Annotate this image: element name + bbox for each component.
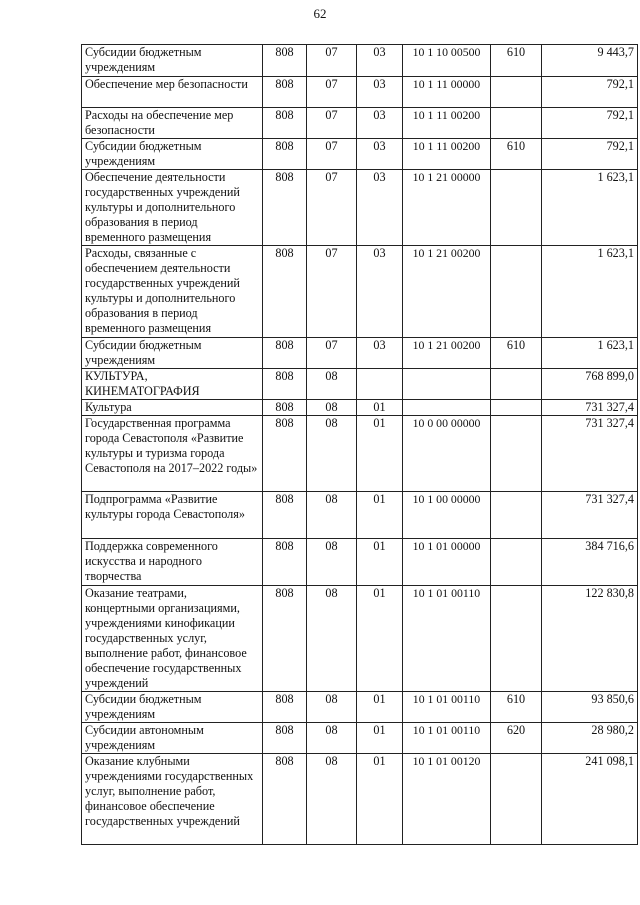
row-pr-cell: 01 [357, 723, 403, 754]
row-rz-cell: 08 [307, 400, 357, 416]
row-name-cell: Обеспечение деятельности государственных учреждений культуры и дополнительного образования в период временного размещения [82, 170, 263, 246]
row-csr-cell: 10 1 01 00110 [403, 586, 491, 692]
row-sum-cell: 1 623,1 [542, 246, 638, 338]
table-row [82, 400, 638, 416]
row-vr-cell [491, 492, 542, 539]
row-name-cell: Субсидии бюджетным учреждениям [82, 45, 263, 77]
row-pr-cell: 01 [357, 754, 403, 845]
row-pr-cell: 01 [357, 692, 403, 723]
row-sum-cell: 122 830,8 [542, 586, 638, 692]
row-pr-cell: 01 [357, 539, 403, 586]
row-name-cell: Государственная программа города Севастополя «Развитие культуры и туризма города Севастополя на 2017–2022 годы» [82, 416, 263, 492]
row-ved-cell: 808 [263, 754, 307, 845]
row-ved-cell: 808 [263, 400, 307, 416]
row-vr-cell: 610 [491, 692, 542, 723]
row-csr-cell: 10 1 21 00000 [403, 170, 491, 246]
row-pr-cell: 01 [357, 586, 403, 692]
row-rz-cell: 08 [307, 416, 357, 492]
table-row [82, 45, 638, 77]
row-pr-cell: 01 [357, 416, 403, 492]
page-number: 62 [313, 6, 327, 21]
table-row [82, 492, 638, 539]
table-row [82, 723, 638, 754]
row-ved-cell: 808 [263, 77, 307, 108]
table-row [82, 539, 638, 586]
row-csr-cell: 10 1 01 00110 [403, 723, 491, 754]
table-row [82, 77, 638, 108]
row-pr-cell: 01 [357, 400, 403, 416]
row-csr-cell [403, 369, 491, 400]
row-rz-cell: 08 [307, 723, 357, 754]
row-vr-cell [491, 77, 542, 108]
row-name-cell: Субсидии бюджетным учреждениям [82, 139, 263, 170]
table-row [82, 246, 638, 338]
row-sum-cell: 241 098,1 [542, 754, 638, 845]
row-rz-cell: 07 [307, 139, 357, 170]
row-pr-cell: 03 [357, 77, 403, 108]
row-sum-cell: 792,1 [542, 139, 638, 170]
row-ved-cell: 808 [263, 45, 307, 77]
row-sum-cell: 731 327,4 [542, 416, 638, 492]
row-vr-cell: 610 [491, 338, 542, 369]
row-vr-cell [491, 246, 542, 338]
row-name-cell: КУЛЬТУРА, КИНЕМАТОГРАФИЯ [82, 369, 263, 400]
row-vr-cell [491, 539, 542, 586]
row-ved-cell: 808 [263, 586, 307, 692]
row-vr-cell [491, 416, 542, 492]
row-ved-cell: 808 [263, 170, 307, 246]
row-sum-cell: 731 327,4 [542, 492, 638, 539]
table-row [82, 338, 638, 369]
row-pr-cell: 03 [357, 338, 403, 369]
row-ved-cell: 808 [263, 723, 307, 754]
row-ved-cell: 808 [263, 369, 307, 400]
row-ved-cell: 808 [263, 692, 307, 723]
row-sum-cell: 1 623,1 [542, 338, 638, 369]
row-rz-cell: 08 [307, 492, 357, 539]
row-ved-cell: 808 [263, 492, 307, 539]
row-rz-cell: 08 [307, 754, 357, 845]
row-pr-cell: 03 [357, 45, 403, 77]
row-sum-cell: 28 980,2 [542, 723, 638, 754]
table-row [82, 369, 638, 400]
row-pr-cell: 03 [357, 108, 403, 139]
row-csr-cell: 10 1 10 00500 [403, 45, 491, 77]
row-rz-cell: 07 [307, 246, 357, 338]
row-name-cell: Расходы, связанные с обеспечением деятельности государственных учреждений культуры и дополнительного образования в период временного размещения [82, 246, 263, 338]
row-ved-cell: 808 [263, 246, 307, 338]
row-ved-cell: 808 [263, 539, 307, 586]
row-name-cell: Субсидии бюджетным учреждениям [82, 338, 263, 369]
row-name-cell: Обеспечение мер безопасности [82, 77, 263, 108]
row-sum-cell: 768 899,0 [542, 369, 638, 400]
table-row [82, 586, 638, 692]
table-row [82, 108, 638, 139]
table-row [82, 754, 638, 845]
table-row [82, 416, 638, 492]
row-ved-cell: 808 [263, 139, 307, 170]
table-row [82, 692, 638, 723]
row-csr-cell: 10 1 01 00110 [403, 692, 491, 723]
table-row [82, 139, 638, 170]
row-rz-cell: 08 [307, 692, 357, 723]
row-name-cell: Субсидии бюджетным учреждениям [82, 692, 263, 723]
row-csr-cell [403, 400, 491, 416]
row-rz-cell: 07 [307, 45, 357, 77]
row-sum-cell: 384 716,6 [542, 539, 638, 586]
row-name-cell: Оказание клубными учреждениями государственных услуг, выполнение работ, финансовое обеспечение государственных учреждений [82, 754, 263, 845]
row-rz-cell: 07 [307, 77, 357, 108]
row-vr-cell [491, 400, 542, 416]
row-csr-cell: 10 1 11 00000 [403, 77, 491, 108]
row-vr-cell [491, 369, 542, 400]
row-name-cell: Поддержка современного искусства и народного творчества [82, 539, 263, 586]
table-row [82, 170, 638, 246]
row-vr-cell: 610 [491, 139, 542, 170]
row-name-cell: Подпрограмма «Развитие культуры города Севастополя» [82, 492, 263, 539]
row-ved-cell: 808 [263, 416, 307, 492]
row-sum-cell: 9 443,7 [542, 45, 638, 77]
row-sum-cell: 93 850,6 [542, 692, 638, 723]
row-name-cell: Расходы на обеспечение мер безопасности [82, 108, 263, 139]
row-rz-cell: 08 [307, 586, 357, 692]
row-pr-cell: 03 [357, 170, 403, 246]
row-rz-cell: 08 [307, 539, 357, 586]
row-name-cell: Субсидии автономным учреждениям [82, 723, 263, 754]
row-rz-cell: 08 [307, 369, 357, 400]
row-name-cell: Культура [82, 400, 263, 416]
row-csr-cell: 10 0 00 00000 [403, 416, 491, 492]
budget-table [81, 44, 638, 845]
row-vr-cell [491, 108, 542, 139]
row-vr-cell: 620 [491, 723, 542, 754]
row-rz-cell: 07 [307, 108, 357, 139]
row-csr-cell: 10 1 11 00200 [403, 108, 491, 139]
row-csr-cell: 10 1 21 00200 [403, 246, 491, 338]
row-csr-cell: 10 1 01 00120 [403, 754, 491, 845]
row-rz-cell: 07 [307, 170, 357, 246]
row-pr-cell [357, 369, 403, 400]
row-vr-cell [491, 754, 542, 845]
row-sum-cell: 792,1 [542, 77, 638, 108]
row-vr-cell [491, 170, 542, 246]
row-pr-cell: 03 [357, 246, 403, 338]
row-sum-cell: 792,1 [542, 108, 638, 139]
row-csr-cell: 10 1 00 00000 [403, 492, 491, 539]
row-csr-cell: 10 1 21 00200 [403, 338, 491, 369]
row-rz-cell: 07 [307, 338, 357, 369]
row-ved-cell: 808 [263, 108, 307, 139]
row-pr-cell: 01 [357, 492, 403, 539]
row-csr-cell: 10 1 11 00200 [403, 139, 491, 170]
row-name-cell: Оказание театрами, концертными организациями, учреждениями кинофикации государственных услуг, выполнение работ, финансовое обеспечение государственных учреждений [82, 586, 263, 692]
row-sum-cell: 731 327,4 [542, 400, 638, 416]
row-ved-cell: 808 [263, 338, 307, 369]
row-csr-cell: 10 1 01 00000 [403, 539, 491, 586]
row-vr-cell: 610 [491, 45, 542, 77]
row-vr-cell [491, 586, 542, 692]
row-sum-cell: 1 623,1 [542, 170, 638, 246]
row-pr-cell: 03 [357, 139, 403, 170]
